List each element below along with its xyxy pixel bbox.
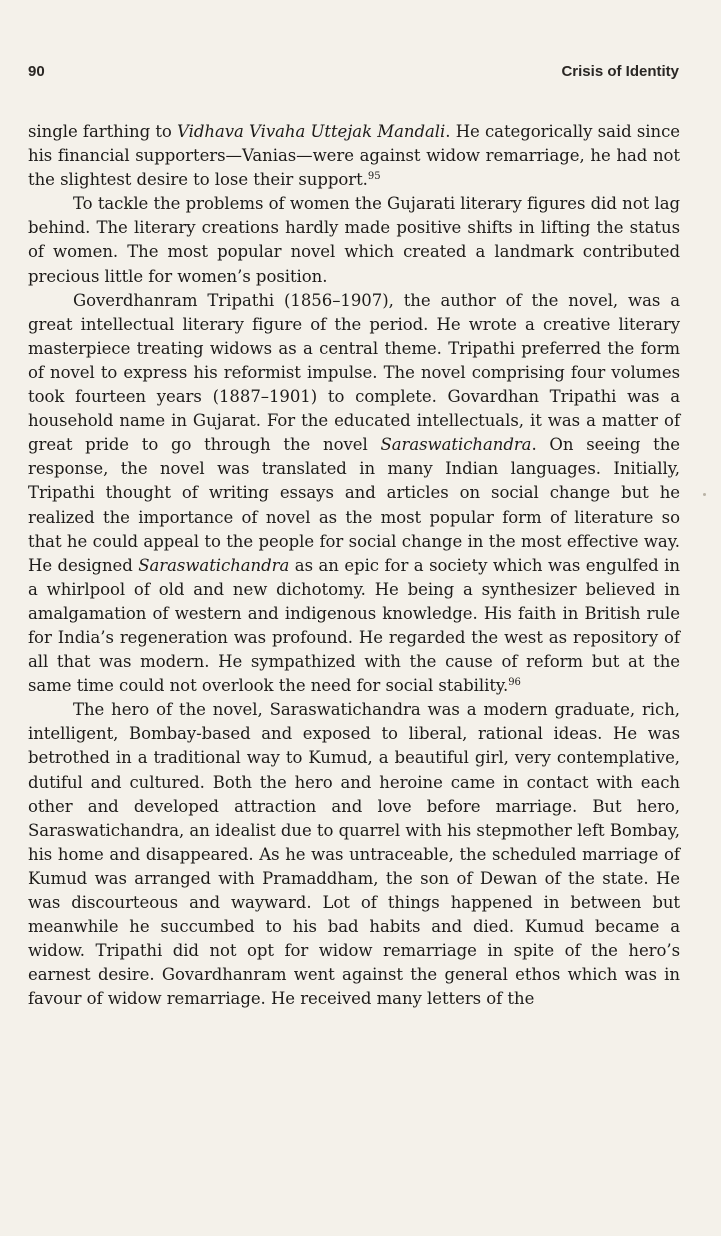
paragraph — [28, 698, 680, 1011]
text-run: . On seeing the response, the novel was translated in many Indian languages. Initially, Tripathi thought of writing essays and articles on social change but he realized the importance of novel as the most popular form of literature so that he could appeal to the people for social change in the most effective way. He designed — [28, 435, 680, 575]
paragraph — [28, 289, 680, 699]
text-run: Goverdhanram Tripathi (1856–1907), the author of the novel, was a great intellectual literary figure of the period. He wrote a creative literary masterpiece treating widows as a central theme. Tripathi preferred the form of novel to express his reformist impulse. The novel comprising four volumes took fourteen years (1887–1901) to complete. Govardhan Tripathi was a household name in Gujarat. For the educated intellectuals, it was a matter of great pride to go through the novel — [28, 290, 680, 455]
footnote-ref: 96 — [508, 677, 521, 689]
text-run: . He categorically said since his financial supporters—Vanias—were against widow remarriage, he had not the slightest desire to lose their support. — [28, 122, 680, 190]
body-text — [28, 120, 680, 1011]
page-header — [28, 63, 679, 80]
text-run: The hero of the novel, Saraswatichandra was a modern graduate, rich, intelligent, Bombay-based and exposed to liberal, rational ideas. He was betrothed in a traditional way to Kumud, a beautiful girl, very contemplative, dutiful and cultured. Both the hero and heroine came in contact with each other and developed attraction and love before marriage. But hero, Saraswatichandra, an idealist due to quarrel with his stepmother left Bombay, his home and disappeared. As he was untraceable, the scheduled marriage of Kumud was arranged with Pramaddham, the son of Dewan of the state. He was discourteous and wayward. Lot of things happened in between but meanwhile he succumbed to his bad habits and died. Kumud became a widow. Tripathi did not opt for widow remarriage in spite of the hero’s earnest desire. Govardhanram went against the general ethos which was in favour of widow remarriage. He received many letters of the — [28, 700, 680, 1009]
running-title: Crisis of Identity — [561, 63, 679, 80]
italic-title: Saraswatichandra — [138, 555, 290, 575]
page-number: 90 — [28, 63, 45, 80]
footnote-ref: 95 — [367, 171, 381, 183]
paragraph — [28, 192, 680, 288]
text-run: as an epic for a society which was engulfed in a whirlpool of old and new dichotomy. He being a synthesizer believed in amalgamation of western and indigenous knowledge. His faith in British rule for India’s regeneration was profound. He regarded the west as repository of all that was modern. He sympathized with the cause of reform but at the same time could not overlook the need for social stability. — [28, 555, 680, 696]
text-run: To tackle the problems of women the Gujarati literary figures did not lag behind. The literary creations hardly made positive shifts in lifting the status of women. The most popular novel which created a landmark contributed precious little for women’s position. — [28, 194, 680, 286]
italic-title: Saraswatichandra — [380, 435, 532, 455]
italic-title: Vidhava Vivaha Uttejak Mandali — [177, 122, 446, 141]
paragraph — [28, 120, 680, 192]
text-run: single farthing to — [28, 122, 178, 141]
speck-mark — [703, 493, 706, 496]
